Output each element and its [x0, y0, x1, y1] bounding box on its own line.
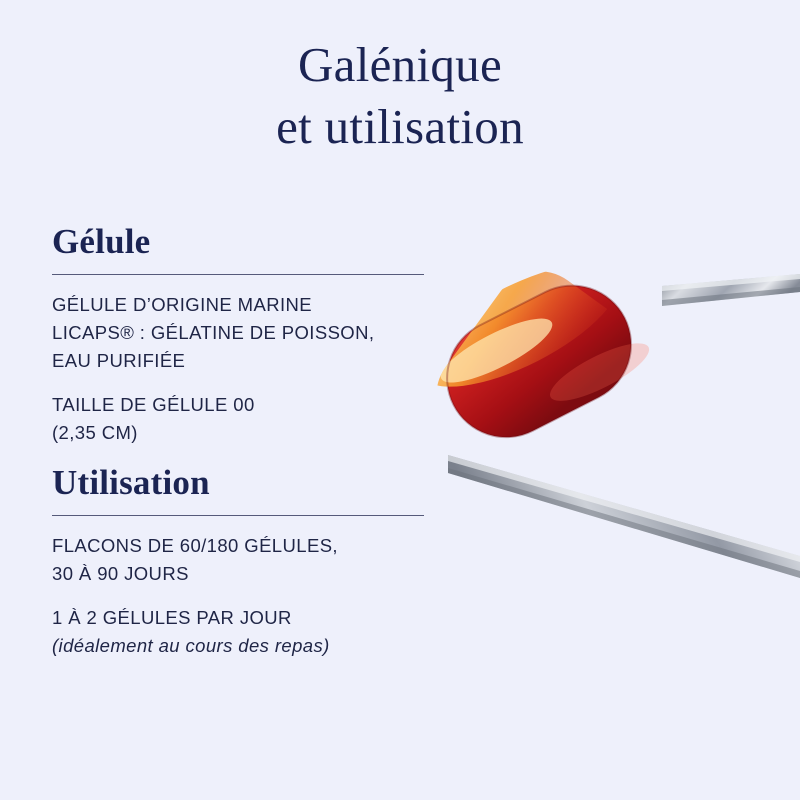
paragraph-line: GÉLULE D’ORIGINE MARINE — [52, 294, 313, 315]
paragraph-utilisation-flacons — [52, 532, 432, 588]
paragraph-utilisation-dose — [52, 604, 432, 660]
paragraph-line: LICAPS® : GÉLATINE DE POISSON, — [52, 322, 375, 343]
section-heading-utilisation: Utilisation — [52, 463, 210, 502]
content-column — [52, 222, 432, 676]
section-heading-gelule: Gélule — [52, 222, 151, 261]
page-title — [0, 34, 800, 158]
paragraph-line: EAU PURIFIÉE — [52, 350, 186, 371]
page-title-line-2: et utilisation — [276, 99, 524, 154]
paragraph-line-italic: (idéalement au cours des repas) — [52, 635, 330, 656]
section-divider-utilisation — [52, 515, 424, 516]
section-divider-gelule — [52, 274, 424, 275]
paragraph-line: 30 À 90 JOURS — [52, 563, 189, 584]
paragraph-line: (2,35 CM) — [52, 422, 138, 443]
page-title-line-1: Galénique — [297, 37, 503, 92]
paragraph-line: FLACONS DE 60/180 GÉLULES, — [52, 535, 338, 556]
paragraph-line: TAILLE DE GÉLULE 00 — [52, 394, 255, 415]
paragraph-line: 1 À 2 GÉLULES PAR JOUR — [52, 607, 292, 628]
paragraph-gelule-size — [52, 391, 432, 447]
paragraph-gelule-origin — [52, 291, 432, 375]
